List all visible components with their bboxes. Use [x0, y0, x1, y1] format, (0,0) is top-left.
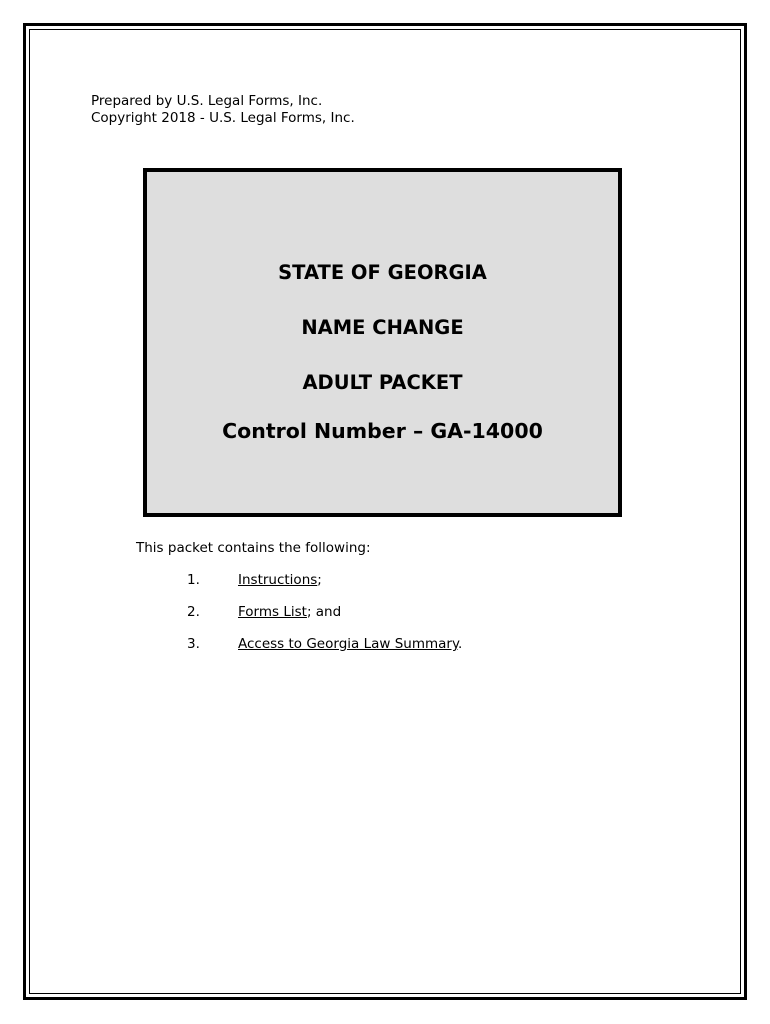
header-block	[91, 93, 355, 127]
list-item	[187, 572, 322, 588]
list-item-suffix: ; and	[306, 604, 342, 620]
state-title: STATE OF GEORGIA	[278, 261, 487, 284]
list-item-suffix: ;	[317, 572, 322, 588]
instructions-link[interactable]: Instructions	[238, 572, 318, 588]
list-item-number: 2.	[187, 604, 200, 620]
title-box	[143, 168, 622, 517]
copyright-text: Copyright 2018 - U.S. Legal Forms, Inc.	[91, 110, 355, 126]
list-item	[187, 636, 462, 652]
list-item	[187, 604, 341, 620]
list-item-suffix: .	[458, 636, 463, 652]
contents-intro: This packet contains the following:	[136, 540, 371, 556]
forms-list-link[interactable]: Forms List	[238, 604, 307, 620]
packet-title: ADULT PACKET	[302, 371, 463, 394]
law-summary-link[interactable]: Access to Georgia Law Summary	[238, 636, 459, 652]
control-number: Control Number – GA-14000	[222, 419, 543, 443]
list-item-number: 3.	[187, 636, 200, 652]
list-item-number: 1.	[187, 572, 200, 588]
subject-title: NAME CHANGE	[301, 316, 464, 339]
prepared-by-text: Prepared by U.S. Legal Forms, Inc.	[91, 93, 323, 109]
